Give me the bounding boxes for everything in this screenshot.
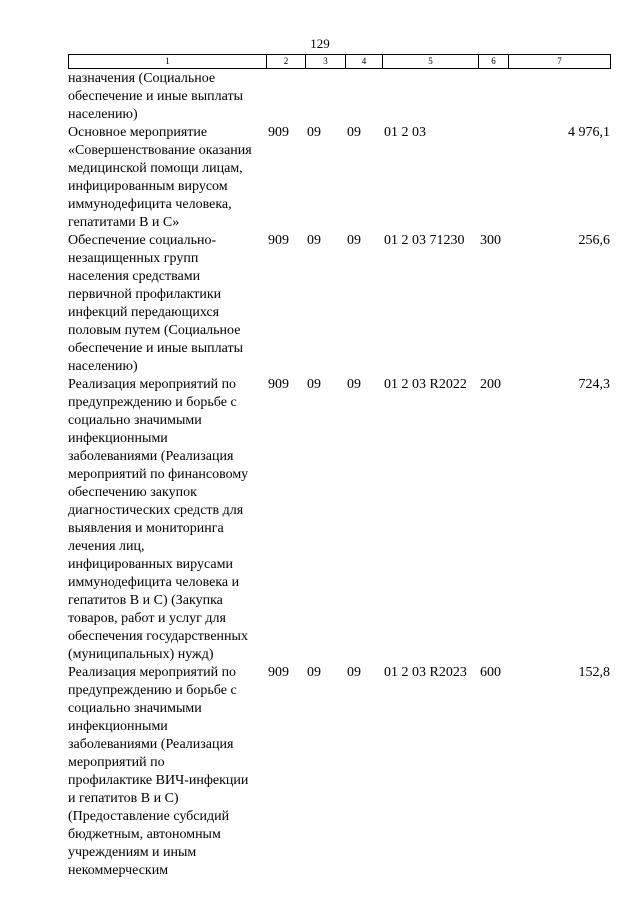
row-name-line: мероприятий по [68,755,165,770]
row-name-line: обеспечение и иные выплаты [68,89,243,104]
row-c3: 09 [307,125,321,140]
row-c6: 200 [480,377,501,392]
row-c3: 09 [307,377,321,392]
row-name-line: населению) [68,107,138,122]
row-name-line: товаров, работ и услуг для [68,611,226,626]
row-name-line: (муниципальных) нужд) [68,647,214,662]
row-c3: 09 [307,233,321,248]
page-number: 129 [310,36,330,51]
row-name-line: социально значимыми [68,701,202,716]
row-c5: 01 2 03 [384,125,426,140]
row-name-line: выявления и мониторинга [68,521,224,536]
table-row [68,664,610,880]
row-c4: 09 [347,233,361,248]
row-name [68,664,266,880]
row-name-line: некоммерческим [68,863,169,878]
row-name-line: Реализация мероприятий по [68,665,237,680]
row-c2: 909 [268,377,289,392]
row-c3: 09 [307,665,321,680]
row-name-line: заболеваниями (Реализация [68,449,234,464]
row-name-line: обеспечению закупок [68,485,197,500]
row-name-line: инфицированных вирусами [68,557,233,572]
row-name-line: предупреждению и борьбе с [68,683,237,698]
table-row [68,376,610,664]
row-name-line: Основное мероприятие [68,125,208,140]
header-col-4: 4 [346,55,383,69]
row-name-line: «Совершенствование оказания [68,143,252,158]
row-name-line: социально значимыми [68,413,202,428]
header-col-1: 1 [69,55,267,69]
header-col-5: 5 [383,55,479,69]
row-name-line: незащищенных групп [68,251,199,266]
row-c2: 909 [268,665,289,680]
row-name-line: половым путем (Социальное [68,323,241,338]
row-name-line: (Предоставление субсидий [68,809,230,824]
row-c6: 300 [480,233,501,248]
table-body [68,70,610,880]
row-name-line: Реализация мероприятий по [68,377,237,392]
row-name-line: иммунодефицита человека, [68,197,232,212]
row-c2: 909 [268,125,289,140]
row-name-line: лечения лиц, [68,539,145,554]
row-name [68,124,266,232]
header-col-2: 2 [267,55,306,69]
row-name-line: инфекционными [68,431,168,446]
row-c4: 09 [347,125,361,140]
row-c5: 01 2 03 R2022 [384,377,467,392]
header-col-3: 3 [306,55,346,69]
row-name-line: и гепатитов B и C) [68,791,179,806]
row-name-line: первичной профилактики [68,287,222,302]
table-row [68,124,610,232]
row-name-line: гепатитами B и C» [68,215,180,230]
row-name-line: бюджетным, автономным [68,827,221,842]
row-c7: 724,3 [578,377,610,392]
row-name [68,376,266,664]
row-name-line: Обеспечение социально- [68,233,217,248]
row-name-line: инфекций передающихся [68,305,220,320]
row-c2: 909 [268,233,289,248]
header-col-6: 6 [479,55,509,69]
row-name-line: населению) [68,359,138,374]
row-name [68,70,266,124]
row-c6: 600 [480,665,501,680]
row-name-line: медицинской помощи лицам, [68,161,243,176]
row-name-line: гепатитов B и C) (Закупка [68,593,223,608]
row-c7: 152,8 [578,665,610,680]
row-name-line: предупреждению и борьбе с [68,395,237,410]
row-c4: 09 [347,665,361,680]
row-c4: 09 [347,377,361,392]
row-name-line: инфицированным вирусом [68,179,228,194]
row-c7: 4 976,1 [568,125,610,140]
row-name [68,232,266,376]
table-header [68,54,611,69]
row-name-line: инфекционными [68,719,168,734]
row-name-line: заболеваниями (Реализация [68,737,234,752]
row-c5: 01 2 03 71230 [384,233,465,248]
header-col-7: 7 [509,55,611,69]
row-name-line: учреждениям и иным [68,845,197,860]
row-name-line: иммунодефицита человека и [68,575,240,590]
table-row [68,232,610,376]
row-name-line: обеспечения государственных [68,629,248,644]
table-row [68,70,610,124]
row-name-line: мероприятий по финансовому [68,467,249,482]
row-name-line: населения средствами [68,269,201,284]
row-name-line: профилактике ВИЧ-инфекции [68,773,249,788]
row-name-line: назначения (Социальное [68,71,216,86]
row-name-line: обеспечение и иные выплаты [68,341,243,356]
row-c5: 01 2 03 R2023 [384,665,467,680]
row-name-line: диагностических средств для [68,503,244,518]
row-c7: 256,6 [578,233,610,248]
